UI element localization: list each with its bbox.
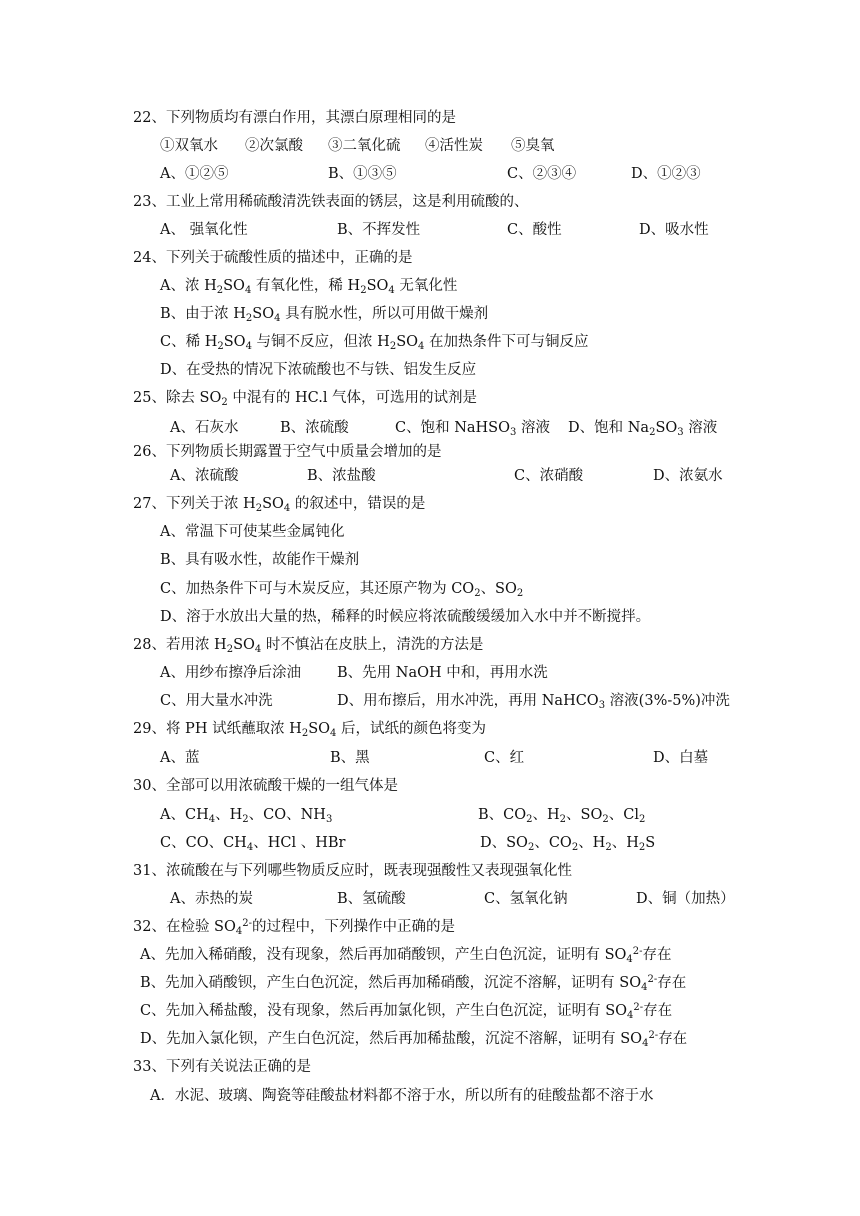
- question-stem: 28、若用浓 $H_2SO_4$ 时不慎沾在皮肤上，清洗的方法是: [133, 637, 484, 655]
- question-stem: 25、除去 $SO_2$ 中混有的 HC.l 气体，可选用的试剂是: [133, 390, 478, 408]
- question-stem: 26、下列物质长期露置于空气中质量会增加的是: [133, 444, 442, 460]
- option: D、溶于水放出大量的热，稀释的时候应将浓硫酸缓缓加入水中并不断搅拌。: [160, 609, 651, 625]
- option: C、浓硝酸: [514, 468, 584, 484]
- option: C、②③④: [507, 166, 577, 182]
- option: A．水泥、玻璃、陶瓷等硅酸盐材料都不溶于水，所以所有的硅酸盐都不溶于水: [150, 1088, 654, 1104]
- option: A、常温下可使某些金属钝化: [160, 524, 345, 540]
- option: C、稀 $H_2SO_4$ 与铜不反应，但浓 $H_2SO_4$ 在加热条件下可与铜反应: [160, 334, 589, 352]
- option: D、铜（加热）: [636, 891, 735, 907]
- question-stem: 27、下列关于浓 $H_2SO_4$ 的叙述中，错误的是: [133, 496, 426, 514]
- option: C、饱和 NaHSO$_3$ 溶液: [395, 420, 550, 438]
- option: C、CO、$CH_4$、HCl 、HBr: [160, 835, 346, 853]
- option: D、吸水性: [639, 222, 709, 238]
- option: A、用纱布擦净后涂油: [160, 665, 301, 681]
- option: B、黑: [330, 750, 370, 766]
- option: C、用大量水冲洗: [160, 693, 273, 709]
- option: B、由于浓 $H_2SO_4$ 具有脱水性，所以可用做干燥剂: [160, 306, 489, 324]
- item: ④活性炭: [425, 138, 483, 154]
- option: C、加热条件下可与木炭反应，其还原产物为 $CO_2$、$SO_2$: [160, 581, 524, 599]
- question-stem: 22、下列物质均有漂白作用，其漂白原理相同的是: [133, 110, 456, 126]
- option: D、$SO_2$、$CO_2$、$H_2$、$H_2S$: [480, 835, 656, 853]
- option: A、 强氧化性: [160, 222, 248, 238]
- option: D、白墓: [653, 750, 709, 766]
- option: B、先用 NaOH 中和，再用水洗: [337, 665, 548, 681]
- option: A、蓝: [160, 750, 200, 766]
- option: C、先加入稀盐酸，没有现象，然后再加氯化钡，产生白色沉淀，证明有 $SO_4^{2-}$存在: [140, 1002, 673, 1021]
- item: ②次氯酸: [245, 138, 303, 154]
- option: A、浓 $H_2SO_4$ 有氧化性，稀 $H_2SO_4$ 无氧化性: [160, 278, 458, 296]
- option: D、在受热的情况下浓硫酸也不与铁、铝发生反应: [160, 362, 477, 378]
- option: B、浓硫酸: [280, 420, 349, 436]
- question-stem: 32、在检验 $SO_4^{2-}$的过程中，下列操作中正确的是: [133, 918, 456, 937]
- option: B、$CO_2$、$H_2$、$SO_2$、$Cl_2$: [478, 807, 646, 825]
- item: ⑤臭氧: [511, 138, 555, 154]
- option: A、石灰水: [170, 420, 239, 436]
- question-stem: 33、下列有关说法正确的是: [133, 1059, 311, 1075]
- option: A、浓硫酸: [170, 468, 239, 484]
- option: A、①②⑤: [160, 166, 229, 182]
- question-stem: 30、全部可以用浓硫酸干燥的一组气体是: [133, 778, 398, 794]
- question-stem: 31、浓硫酸在与下列哪些物质反应时，既表现强酸性又表现强氧化性: [133, 863, 572, 879]
- option: B、氢硫酸: [337, 891, 406, 907]
- option: B、不挥发性: [337, 222, 421, 238]
- option: A、先加入稀硝酸，没有现象，然后再加硝酸钡，产生白色沉淀，证明有 $SO_4^{2-}$存在: [140, 946, 672, 965]
- question-stem: 29、将 PH 试纸蘸取浓 $H_2SO_4$ 后，试纸的颜色将变为: [133, 721, 487, 739]
- option: C、酸性: [507, 222, 562, 238]
- option: C、红: [484, 750, 525, 766]
- option: B、①③⑤: [328, 166, 397, 182]
- option: B、浓盐酸: [307, 468, 376, 484]
- question-stem: 24、下列关于硫酸性质的描述中，正确的是: [133, 250, 413, 266]
- option: B、先加入硝酸钡，产生白色沉淀，然后再加稀硝酸，沉淀不溶解，证明有 $SO_4^{2-}$存在: [140, 974, 687, 993]
- option: C、氢氧化钠: [484, 891, 568, 907]
- option: D、①②③: [631, 166, 701, 182]
- item: ①双氧水: [160, 138, 218, 154]
- option: A、$CH_4$、$H_2$、CO、$NH_3$: [160, 807, 333, 825]
- option: B、具有吸水性，故能作干燥剂: [160, 552, 360, 568]
- item: ③二氧化硫: [328, 138, 401, 154]
- option: D、用布擦后，用水冲洗，再用 NaHCO$_3$ 溶液(3%-5%)冲洗: [337, 693, 730, 711]
- question-stem: 23、工业上常用稀硫酸清洗铁表面的锈层，这是利用硫酸的、: [133, 194, 529, 210]
- option: D、饱和 $Na_2SO_3$ 溶液: [568, 420, 718, 438]
- option: A、赤热的炭: [170, 891, 253, 907]
- option: D、浓氨水: [653, 468, 723, 484]
- option: D、先加入氯化钡，产生白色沉淀，然后再加稀盐酸，沉淀不溶解，证明有 $SO_4^{2-}$存在: [140, 1030, 688, 1049]
